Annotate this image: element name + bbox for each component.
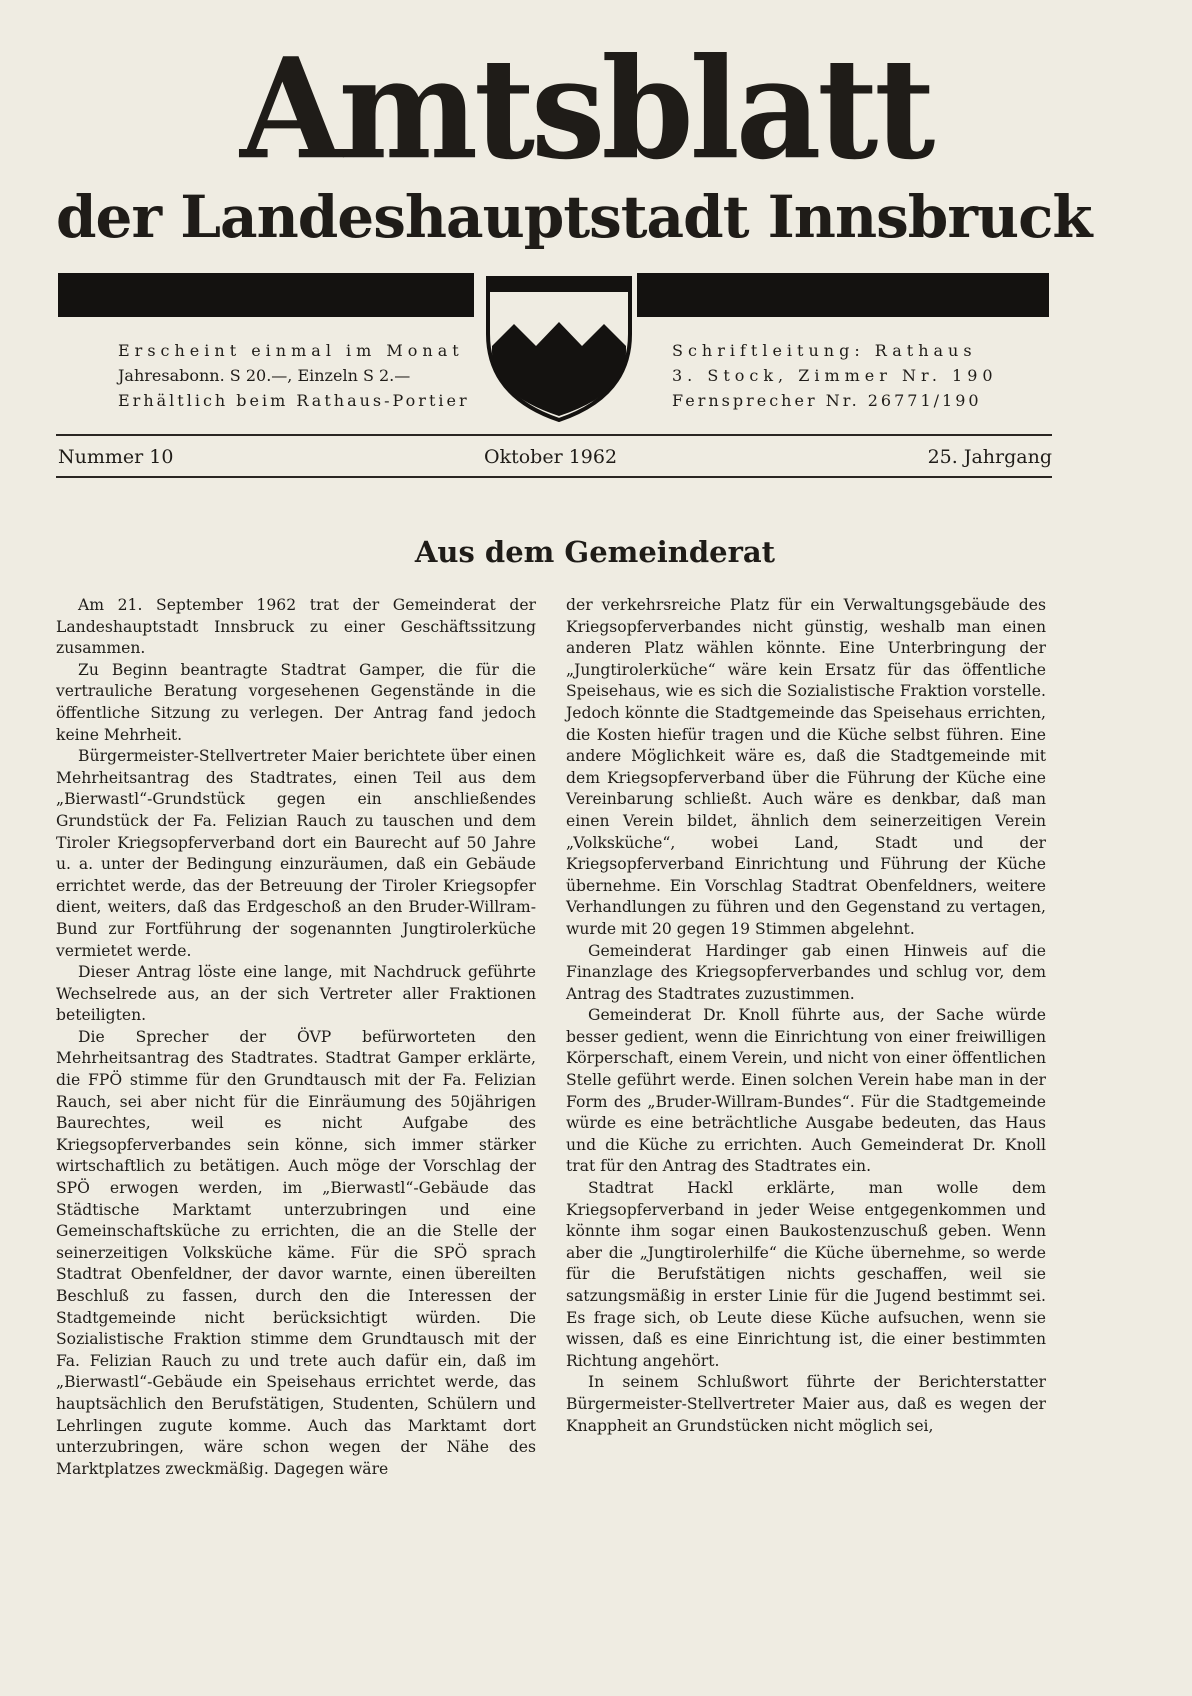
paragraph: Stadtrat Hackl erklärte, man wolle dem Kriegsopferverband in jeder Weise entgegenkommen und könnte ihm sogar einen Baukostenzuschuß geben. Wenn aber die „Jungtirolerhilfe“ die Küche übernehme, so werde für die Berufstätigen nichts geschaffen, weil sie satzungsmäßig in erster Linie für die Jugend bestimmt sei. Es frage sich, ob Leute diese Küche aufsuchen, wenn sie wissen, daß es eine Einrichtung ist, die einer bestimmten Richtung angehört. (566, 1179, 1046, 1370)
issue-volume: 25. Jahrgang (927, 446, 1052, 468)
info-availability: Erhältlich beim Rathaus-Portier (118, 391, 470, 410)
paragraph: Am 21. September 1962 trat der Gemeinderat der Landeshauptstadt Innsbruck zu einer Geschäftssitzung zusammen. (56, 596, 536, 658)
paragraph: Gemeinderat Hardinger gab einen Hinweis auf die Finanzlage des Kriegsopferverbandes und schlug vor, dem Antrag des Stadtrates zuzustimmen. (566, 941, 1046, 1003)
info-phone: Fernsprecher Nr. 26771/190 (672, 391, 982, 410)
paragraph: Zu Beginn beantragte Stadtrat Gamper, die für die vertrauliche Beratung vorgesehenen Gegenstände in die öffentliche Sitzung zu verlegen. Der Antrag fand jedoch keine Mehrheit. (56, 660, 536, 744)
paragraph: der verkehrsreiche Platz für ein Verwaltungsgebäude des Kriegsopferverbandes nicht günstig, weshalb man einen anderen Platz wählen könnte. Eine Unterbringung der „Jungtirolerküche“ wäre kein Ersatz für das öffentliche Speisehaus, wie es sich die Sozialistische Fraktion vorstelle. Jedoch könnte die Stadtgemeinde das Speisehaus errichten, die Kosten hiefür tragen und die Küche selbst führen. Eine andere Möglichkeit wäre es, daß die Stadtgemeinde mit dem Kriegsopferverband über die Führung der Küche eine Vereinbarung schließt. Auch wäre es denkbar, daß man einen Verein bildet, ähnlich dem seinerzeitigen Verein „Volksküche“, wobei Land, Stadt und der Kriegsopferverband Einrichtung und Führung der Küche übernehme. Ein Vorschlag Stadtrat Obenfeldners, weitere Verhandlungen zu führen und den Gegenstand zu vertagen, wurde mit 20 gegen 19 Stimmen abgelehnt. (566, 596, 1046, 938)
paragraph: Gemeinderat Dr. Knoll führte aus, der Sache würde besser gedient, wenn die Einrichtung von einer freiwilligen Körperschaft, einem Verein, und nicht von einer öffentlichen Stelle geführt werde. Einen solchen Verein habe man in der Form des „Bruder-Willram-Bundes“. Für die Stadtgemeinde würde es eine beträchtliche Ausgabe bedeuten, das Haus und die Küche zu errichten. Auch Gemeinderat Dr. Knoll trat für den Antrag des Stadtrates ein. (566, 1006, 1046, 1176)
info-price: Jahresabonn. S 20.—, Einzeln S 2.— (118, 366, 411, 385)
info-room: 3. Stock, Zimmer Nr. 190 (672, 366, 998, 385)
issue-date: Oktober 1962 (484, 446, 618, 468)
paragraph: Dieser Antrag löste eine lange, mit Nachdruck geführte Wechselrede aus, an der sich Vertreter aller Fraktionen beteiligten. (56, 963, 536, 1025)
masthead-subtitle: der Landeshauptstadt Innsbruck (56, 183, 1092, 251)
city-coat-of-arms-icon (484, 276, 634, 422)
info-editorial-office: Schriftleitung: Rathaus (672, 341, 977, 360)
masthead-rule-right (637, 273, 1049, 317)
paragraph: Die Sprecher der ÖVP befürworteten den Mehrheitsantrag des Stadtrates. Stadtrat Gamper erklärte, die FPÖ stimme für den Grundtausch mit der Fa. Felizian Rauch, sei aber nicht für die Einräumung des 50jährigen Baurechtes, weil es nicht Aufgabe des Kriegsopferverbandes sein könne, sich immer stärker wirtschaftlich zu betätigen. Auch möge der Vorschlag der SPÖ erwogen werden, im „Bierwastl“-Gebäude das Städtische Marktamt unterzubringen und eine Gemeinschaftsküche zu errichten, die an die Stelle der seinerzeitigen Volksküche käme. Für die SPÖ sprach Stadtrat Obenfeldner, der davor warnte, einen übereilten Beschluß zu fassen, durch den die Interessen der Stadtgemeinde nicht berücksichtigt würden. Die Sozialistische Fraktion stimme dem Grundtausch mit der Fa. Felizian Rauch zu und trete auch dafür ein, daß im „Bierwastl“-Gebäude ein Speisehaus errichtet werde, das hauptsächlich den Berufstätigen, Studenten, Schülern und Lehrlingen zugute komme. Auch das Marktamt dort unterzubringen, wäre schon wegen der Nähe des Marktplatzes zweckmäßig. Dagegen wäre (56, 1027, 536, 1478)
info-frequency: Erscheint einmal im Monat (118, 341, 464, 360)
paragraph: Bürgermeister-Stellvertreter Maier berichtete über einen Mehrheitsantrag des Stadtrates, einen Teil aus dem „Bierwastl“-Grundstück gegen ein anschließendes Grundstück der Fa. Felizian Rauch zu tauschen und dem Tiroler Kriegsopferverband dort ein Baurecht auf 50 Jahre u. a. unter der Bedingung einzuräumen, daß ein Gebäude errichtet werde, das der Betreuung der Tiroler Kriegsopfer dient, weiters, daß das Erdgeschoß an den Bruder-Willram-Bund zur Fortführung der sogenannten Jungtirolerküche vermietet werde. (56, 747, 536, 960)
publication-info (118, 338, 470, 413)
article-column-left (56, 595, 536, 1480)
article-title: Aus dem Gemeinderat (414, 535, 776, 569)
article-column-right (566, 595, 1046, 1437)
issue-number: Nummer 10 (58, 446, 174, 468)
divider-bottom (56, 476, 1052, 478)
editorial-info (672, 338, 998, 413)
divider-top (56, 434, 1052, 436)
masthead-rule-left (58, 273, 474, 317)
masthead-title: Amtsblatt (240, 28, 932, 191)
issue-bar (56, 442, 1052, 472)
paragraph: In seinem Schlußwort führte der Berichterstatter Bürgermeister-Stellvertreter Maier aus, daß es wegen der Knappheit an Grundstücken nicht möglich sei, (566, 1373, 1046, 1435)
